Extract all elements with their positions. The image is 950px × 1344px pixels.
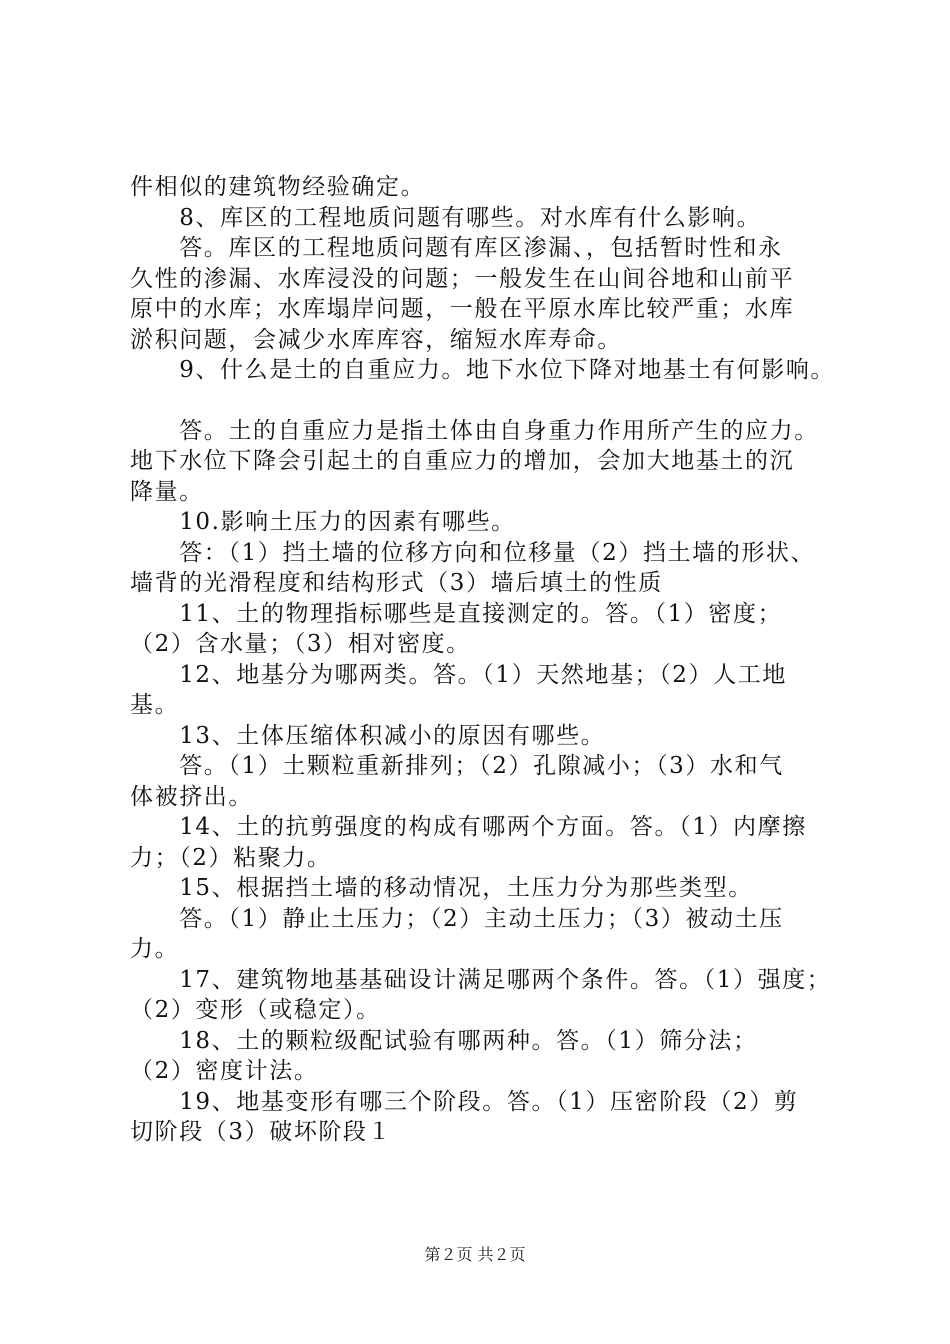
answer-15-line-1: 答。（1）静止土压力；（2）主动土压力；（3）被动土压	[130, 905, 784, 932]
answer-10-line-1: 答：（1）挡土墙的位移方向和位移量（2）挡土墙的形状、	[130, 539, 816, 566]
answer-10-line-2: 墙背的光滑程度和结构形式（3）墙后填土的性质	[130, 570, 663, 596]
answer-11: （2）含水量；（3）相对密度。	[130, 631, 471, 657]
answer-14: 力；（2）粘聚力。	[130, 844, 332, 871]
question-17: 17、建筑物地基基础设计满足哪两个条件。答。（1）强度；	[130, 966, 832, 993]
question-10: 10.影响土压力的因素有哪些。	[130, 509, 516, 535]
question-12: 12、地基分为哪两类。答。（1）天然地基；（2）人工地	[130, 661, 787, 688]
question-18: 18、土的颗粒级配试验有哪两种。答。（1）筛分法；	[130, 1027, 758, 1054]
answer-19: 切阶段（3）破坏阶段１	[130, 1119, 393, 1145]
text-line: 件相似的建筑物经验确定。	[130, 174, 426, 200]
answer-18: （2）密度计法。	[130, 1058, 319, 1084]
blank-line	[130, 386, 850, 416]
question-19: 19、地基变形有哪三个阶段。答。（1）压密阶段（2）剪	[130, 1088, 799, 1115]
question-13: 13、土体压缩体积减小的原因有哪些。	[130, 722, 606, 749]
question-15: 15、根据挡土墙的移动情况，土压力分为那些类型。	[130, 875, 753, 901]
answer-12: 基。	[130, 692, 180, 718]
answer-8-line-2: 久性的渗漏、水库浸没的问题；一般发生在山间谷地和山前平	[130, 265, 795, 292]
answer-15-line-2: 力。	[130, 936, 180, 962]
answer-9-line-1: 答。土的自重应力是指土体由自身重力作用所产生的应力。	[130, 417, 819, 444]
answer-8-line-1: 答。库区的工程地质问题有库区渗漏、，包括暂时性和永	[130, 235, 783, 261]
answer-17: （2）变形（或稳定）。	[130, 997, 381, 1023]
answer-9-line-3: 降量。	[130, 478, 204, 505]
answer-13-line-1: 答。（1）土颗粒重新排列；（2）孔隙减小；（3）水和气	[130, 753, 784, 779]
answer-9-line-2: 地下水位下降会引起土的自重应力的增加，会加大地基土的沉	[130, 448, 795, 474]
page-footer: 第２页 共２页	[424, 1245, 526, 1264]
answer-8-line-3: 原中的水库；水库塌岸问题，一般在平原水库比较严重；水库	[130, 296, 795, 322]
answer-8-line-4: 淤积问题，会减少水库库容，缩短水库寿命。	[130, 326, 622, 353]
question-11: 11、土的物理指标哪些是直接测定的。答。（1）密度；	[130, 600, 783, 627]
question-14: 14、土的抗剪强度的构成有哪两个方面。答。（1）内摩擦	[130, 814, 807, 840]
question-8: 8、库区的工程地质问题有哪些。对水库有什么影响。	[130, 204, 762, 231]
answer-13-line-2: 体被挤出。	[130, 783, 253, 810]
question-9: 9、什么是土的自重应力。地下水位下降对地基土有何影响。	[130, 357, 836, 383]
document-body	[130, 172, 850, 1148]
